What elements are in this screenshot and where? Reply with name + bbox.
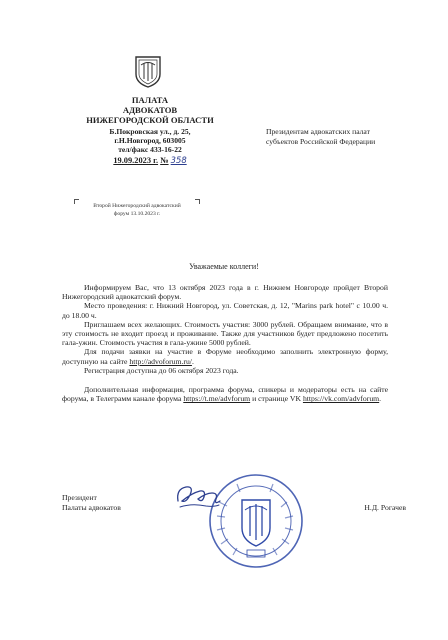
reg-number: 358 (170, 155, 187, 165)
handwritten-signature-icon (172, 481, 224, 515)
reg-date: 19.09.2023 г. (113, 156, 159, 165)
paragraph-invitation: Приглашаем всех желающих. Стоимость участия: 3000 рублей. Обращаем внимание, что в эту стоимость не входит проезд и проживание. Также для участников будет предложено посетить гала-ужин. Стоимость участия в гала-ужине 5000 рублей. (62, 319, 388, 348)
paragraph-additional: Дополнительная информация, программа форума, спикеры и модераторы есть на сайте форума, в Телеграмм канале форума https://t.me/advforum и странице VK https://vk.com/advforum. (62, 385, 388, 404)
paragraph-intro: Информируем Вас, что 13 октября 2023 года в г. Нижнем Новгороде пройдет Второй Нижегородский адвокатский форум. (62, 283, 388, 302)
org-name-line-1: ПАЛАТА (131, 95, 169, 105)
topic-line-2: форум 13.10.2023 г. (113, 211, 161, 217)
signatory-title-line-2: Палаты адвокатов (62, 503, 121, 512)
topic-block (74, 199, 200, 221)
recipient-line-1: Президентам адвокатских палат (266, 127, 370, 136)
paragraph-application: Для подачи заявки на участие в Форуме необходимо заполнить электронную форму, доступную на сайте http://advoforum.ru/. (62, 347, 388, 366)
signatory-name: Н.Д. Рогачев (364, 503, 406, 512)
telegram-link[interactable]: https://t.me/advforum (183, 394, 251, 404)
topic-line-1: Второй Нижегородский адвокатский (93, 203, 181, 209)
signatory-title-line-1: Президент (62, 493, 97, 502)
address-phone: тел/факс 433-16-22 (118, 145, 182, 154)
vk-link[interactable]: https://vk.com/advforum (302, 394, 380, 404)
org-name-line-2: АДВОКАТОВ (122, 105, 178, 115)
org-name-line-3: НИЖЕГОРОДСКОЙ ОБЛАСТИ (86, 115, 214, 125)
emblem-icon (133, 54, 163, 88)
address-city: г.Н.Новгород, 603005 (114, 136, 186, 145)
address-street: Б.Покровская ул., д. 25, (109, 127, 191, 136)
paragraph-deadline: Регистрация доступна до 06 октября 2023 года. (84, 365, 239, 375)
salutation: Уважаемые коллеги! (189, 262, 259, 271)
letter-body (62, 283, 388, 403)
paragraph-venue: Место проведения: г. Нижний Новгород, ул. Советская, д. 12, "Marins park hotel" с 10.00 ч. до 18.00 ч. (62, 301, 388, 320)
forum-site-link[interactable]: http://advoforum.ru/ (129, 356, 192, 366)
recipient-block (266, 127, 426, 147)
registration-line (60, 155, 240, 165)
recipient-line-2: субъектов Российской Федерации (266, 137, 376, 146)
reg-no-prefix: № (160, 156, 169, 165)
